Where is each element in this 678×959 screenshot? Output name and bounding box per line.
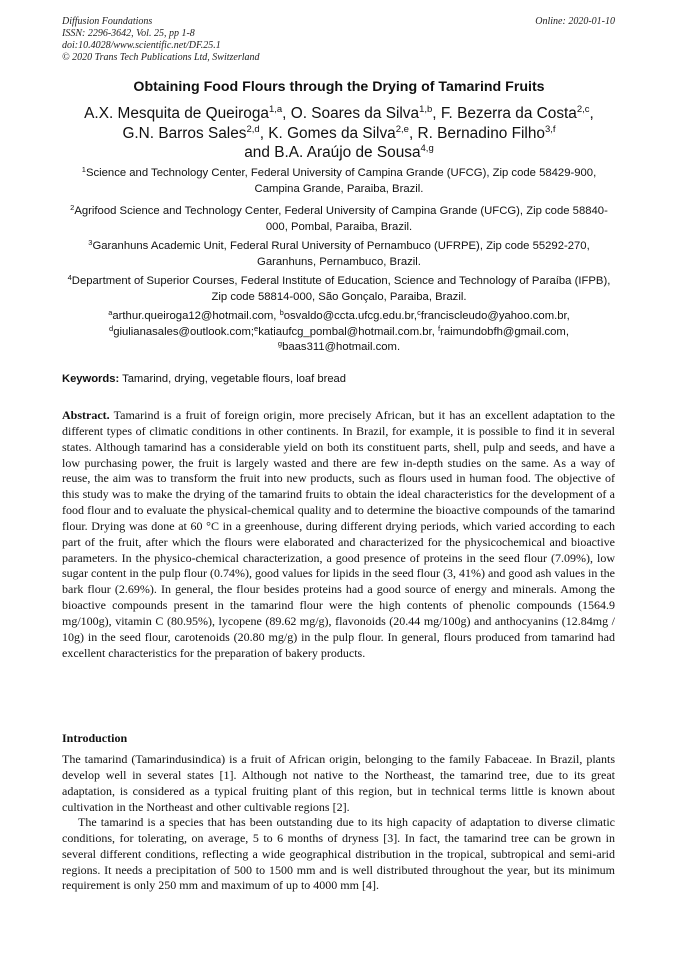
author: K. Gomes da Silva$^{2,e}$, [268,123,418,142]
email[interactable]: $^b$osvaldo@ccta.ufcg.edu.br, [279,308,418,322]
author: R. Bernadino Filho$^{3,f}$ [417,123,556,142]
author: F. Bezerra da Costa$^{2,c}$, [440,104,594,122]
email[interactable]: $^f$raimundobfh@gmail.com, [437,323,569,338]
email[interactable]: $^g$baas311@hotmail.com. [277,339,401,353]
author-list [40,104,638,163]
keywords-text: Tamarind, drying, vegetable flours, loaf bread [119,373,346,385]
journal-doi: doi:10.4028/www.scientific.net/DF.25.1 [62,40,221,51]
abstract-label: Abstract. [62,408,110,422]
email[interactable]: $^a$arthur.queiroga12@hotmail.com, [108,308,280,322]
author: G.N. Barros Sales$^{2,d}$, [122,123,269,142]
author: A.X. Mesquita de Queiroga$^{1,a}$, [84,104,291,122]
email-list [62,309,616,356]
keywords-label: Keywords: [62,373,120,385]
affiliation: $^2$Agrifood Science and Technology Center, Federal University of Campina Grande (UFCG), Zip code 58840-000, Pombal, Paraiba, Brazil. [70,203,608,233]
journal-name: Diffusion Foundations [62,16,153,27]
email[interactable]: $^c$franciscleudo@yahoo.com.br, [417,308,570,322]
paper-title: Obtaining Food Flours through the Drying of Tamarind Fruits [133,79,545,95]
online-date: Online: 2020-01-10 [535,16,615,27]
keywords [62,373,616,385]
intro-paragraph-2: The tamarind is a species that has been outstanding due to its high capacity of adaptation to diverse climatic conditions, for tolerating, on average, 5 to 6 months of dryness [3]. In fact, the tamarind tree can be grown in several different conditions, reflecting a wide geographical distribution in the tropical, subtropical and semi-arid regions. It needs a precipitation of 500 to 1500 mm and is well distributed throughout the year, but its minimum requirement is only 250 mm and maximum of up to 4000 mm [4]. [62,815,615,893]
email[interactable]: $^d$giulianasales@outlook.com; [109,323,255,338]
intro-paragraph-1: The tamarind (Tamarindusindica) is a fruit of African origin, belonging to the family Fabaceae. In Brazil, plants develop well in several states [1]. Although not native to the Northeast, the tamarind tree, due to its great adaptation, is considered as a typical fruiting plant of this region, but in technical terms little is known about cultivation in the Northeast and other cultivable regions [2]. [62,752,615,814]
affiliation: $^1$Science and Technology Center, Federal University of Campina Grande (UFCG), Zip code 58429-900, Campina Grande, Paraiba, Brazil. [81,165,597,195]
affiliation: $^4$Department of Superior Courses, Federal Institute of Education, Science and Technology of Paraíba (IFPB), Zip code 58814-000, São Gonçalo, Paraiba, Brazil. [67,273,611,303]
abstract [62,408,615,662]
journal-copyright: © 2020 Trans Tech Publications Ltd, Switzerland [62,52,260,63]
section-heading-introduction: Introduction [62,731,128,745]
author: O. Soares da Silva$^{1,b}$, [290,104,441,122]
journal-header [62,16,260,64]
author: and B.A. Araújo de Sousa$^{4,g}$ [244,143,434,161]
abstract-text: Tamarind is a fruit of foreign origin, more precisely African, but it has an excellent adaptation to the different types of climatic conditions in other continents. In Brazil, for example, it is possible to find it in several states. Although tamarind has a considerable yield on both its constituent parts, shell, pulp and seeds, and have a low purchasing power, the fruit is largely wasted and there are few in-depth studies on the same. As a way of reuse, the aim was to transform the fruit into new products, such as flours used in human food. The objective of this study was to make the drying of the tamarind fruits to obtain the ideal characteristics for the development of a food flour and to evaluate the physical-chemical quality and to determine the bioactive compounds of the tamarind flour. Drying was done at 60 °C in a greenhouse, during different drying periods, which varied according to each part of the fruit, after which the flours were elaborated and characterized for the physicochemical and bioactive parameters. In the physico-chemical characterization, a good presence of proteins in the seed flour (7.09%), low sugar content in the pulp flour (0.74%), good values for lipids in the seed flour (3, 41%) and good ash values in the bark flour (2.69%). In general, the flour besides proteins had a good source of energy and minerals. Among the bioactive compounds present in the tamarind flour were the high contents of phenolic compounds (1564.9 mg/100g), vitamin C (80.95%), lycopene (89.62 mg/g), flavonoids (20.44 mg/100g) and anthocyanins (12.84mg / 10g) in the seed flour, carotenoids (20.80 mg/g) in the pulp flour. In general, flours produced from tamarind had excellent characteristics for the preparation of bakery products. [62,408,615,660]
journal-issn: ISSN: 2296-3642, Vol. 25, pp 1-8 [62,28,195,39]
affiliation: $^3$Garanhuns Academic Unit, Federal Rural University of Pernambuco (UFRPE), Zip code 55292-270, Garanhuns, Pernambuco, Brazil. [88,238,590,268]
email[interactable]: $^e$katiaufcg_pombal@hotmail.com.br, [254,323,438,338]
